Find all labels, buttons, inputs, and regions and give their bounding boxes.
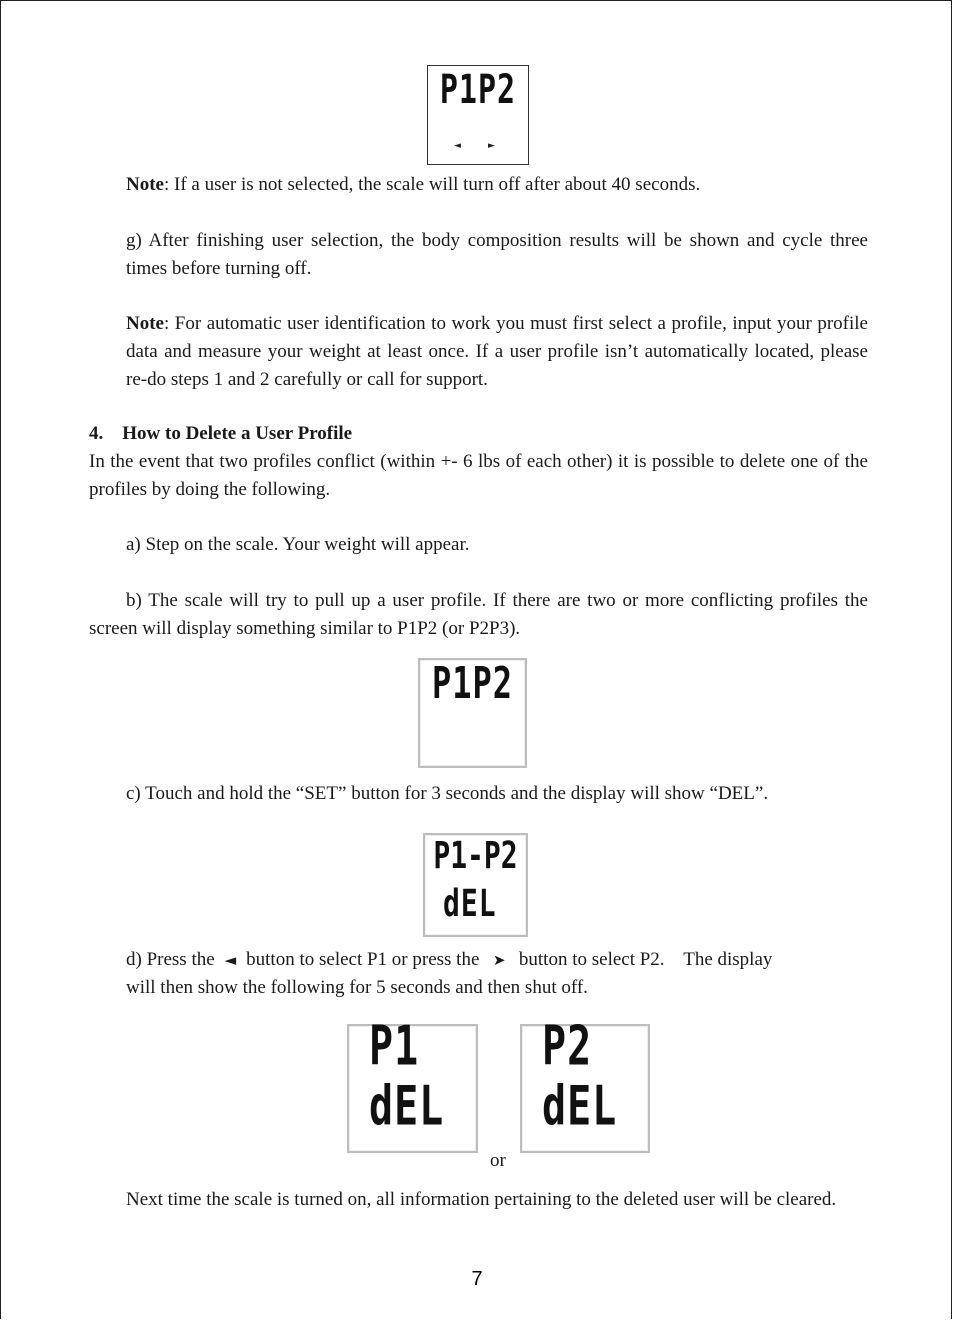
lcd-display-p1-p2-del: [423, 833, 528, 937]
note-label: Note: [126, 174, 164, 195]
lcd-text: P1P2: [431, 657, 514, 709]
lcd-display-p2-del: [520, 1015, 650, 1153]
right-button-icon: ➤: [492, 951, 506, 969]
note-text: : For automatic user identification to work you must first select a profile, input your profile data and measure your weight at least once. If a user profile isn’t automatically located, please re-do steps 1 and 2 carefully or call for support.: [126, 313, 868, 390]
lcd-text-line2: dEL: [443, 880, 497, 926]
left-button-icon: ◄: [224, 951, 237, 969]
section-heading: 4. How to Delete a User Profile: [89, 423, 353, 444]
page-number: 7: [471, 1268, 483, 1290]
step-d-part3: button to select P2. The display: [518, 949, 773, 970]
lcd-display-p1p2: [418, 658, 527, 768]
step-g: g) After finishing user selection, the body composition results will be shown and cycle three times before turning off.: [126, 230, 868, 279]
lcd-text-line2: dEL: [542, 1075, 618, 1138]
step-a: a) Step on the scale. Your weight will appear.: [126, 534, 470, 555]
right-arrow-icon: ►: [488, 141, 495, 151]
note-text: : If a user is not selected, the scale will turn off after about 40 seconds.: [163, 174, 701, 195]
step-d-part2: button to select P1 or press the: [246, 949, 480, 970]
or-label: or: [490, 1150, 506, 1171]
note-user-not-selected: [126, 171, 868, 199]
step-d-part1: d) Press the: [126, 949, 215, 970]
lcd-display-p1-del: [347, 1015, 478, 1153]
final-note: Next time the scale is turned on, all information pertaining to the deleted user will be cleared.: [126, 1189, 837, 1210]
lcd-text-line1: P1-P2: [433, 832, 518, 878]
lcd-text-line1: P1: [369, 1015, 420, 1078]
lcd-display-p1p2-arrows: [427, 65, 529, 165]
step-c: c) Touch and hold the “SET” button for 3 seconds and the display will show “DEL”.: [126, 783, 769, 804]
step-d-line2: will then show the following for 5 seconds and then shut off.: [126, 977, 588, 998]
lcd-text: P1P2: [439, 66, 517, 114]
note-label: Note: [126, 313, 164, 334]
lcd-text-line2: dEL: [369, 1075, 445, 1138]
left-arrow-icon: ◄: [454, 141, 461, 151]
note-automatic-identification: [126, 310, 868, 394]
step-b: b) The scale will try to pull up a user profile. If there are two or more conflicting profiles the screen will display something similar to P1P2 (or P2P3).: [89, 590, 868, 639]
section-intro: In the event that two profiles conflict (within +- 6 lbs of each other) it is possible to delete one of the profiles by doing the following.: [89, 451, 868, 500]
step-d: [126, 946, 868, 974]
lcd-text-line1: P2: [542, 1015, 593, 1078]
